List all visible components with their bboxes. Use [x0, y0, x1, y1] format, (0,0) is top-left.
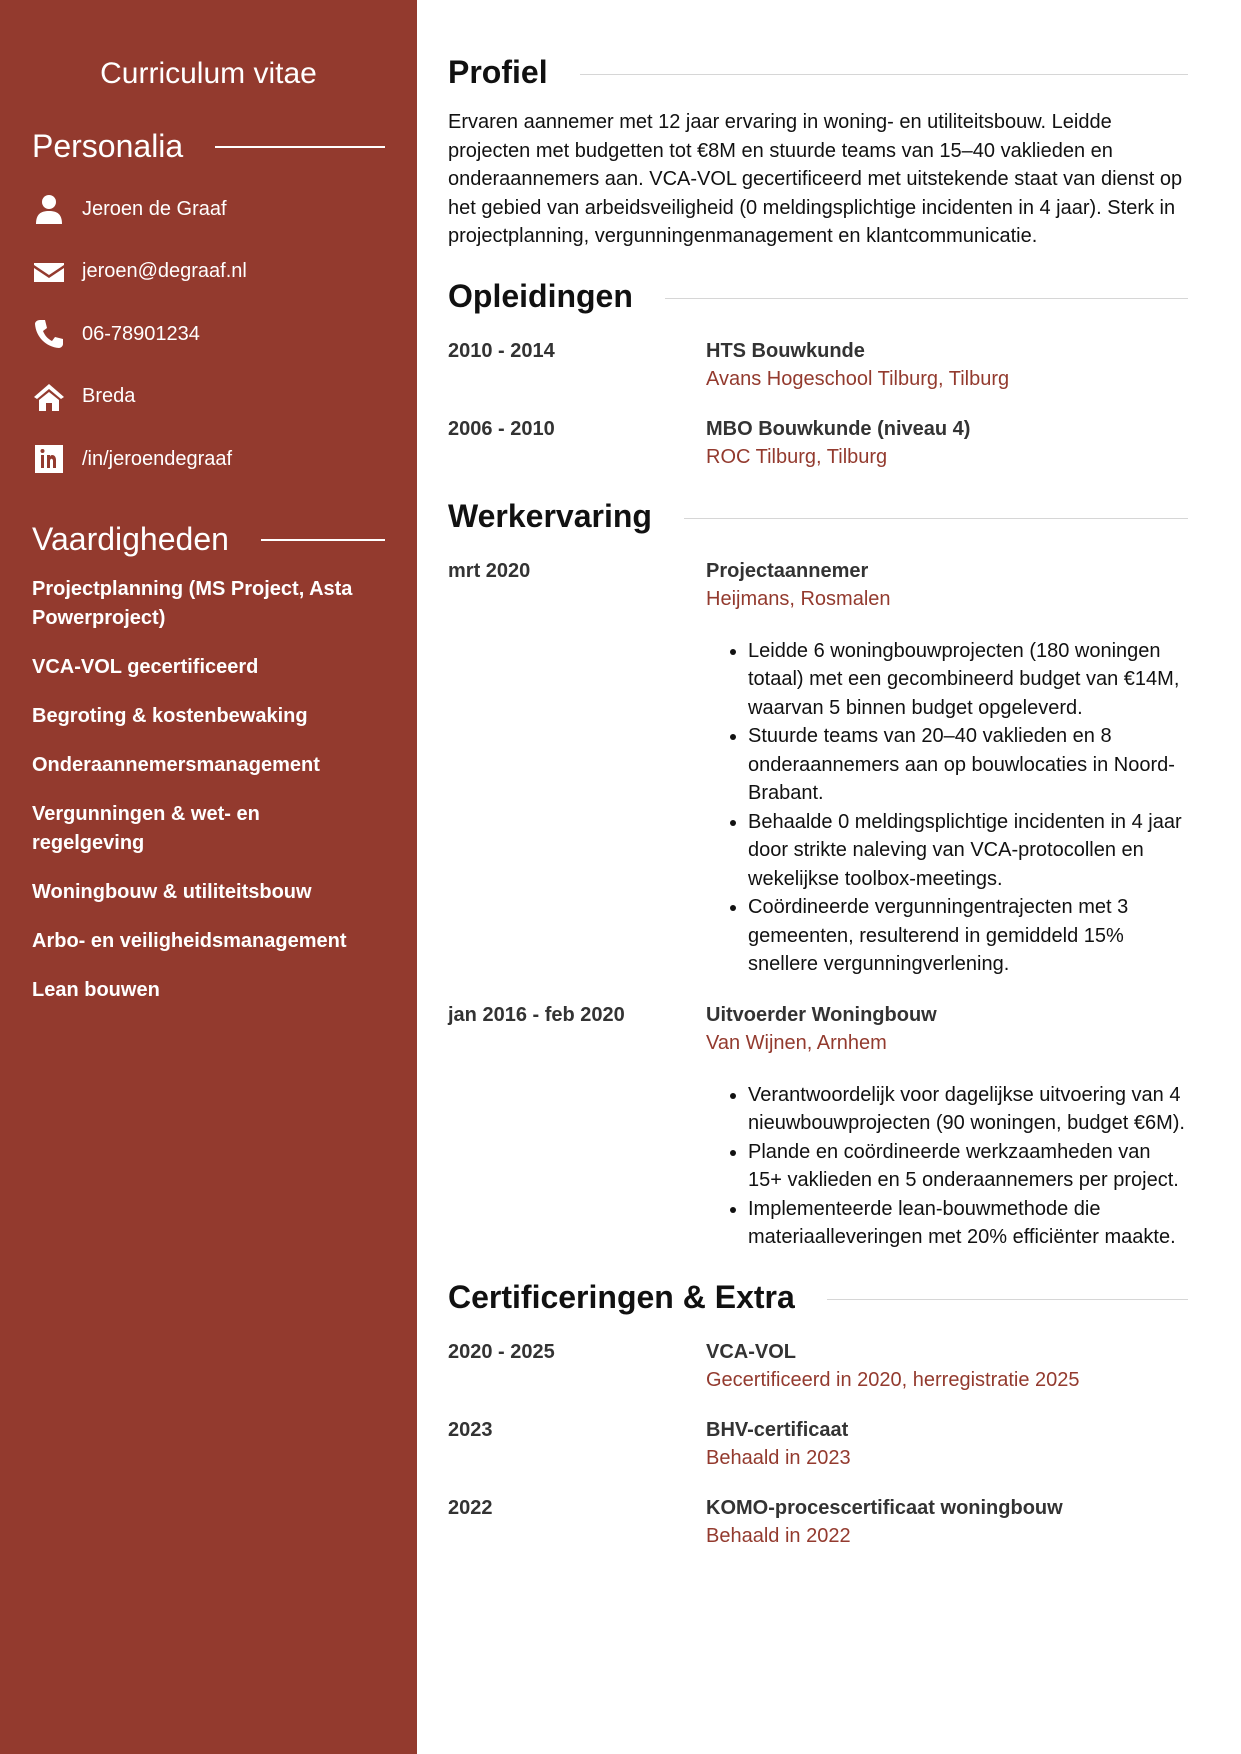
bullet-item: • Behaalde 0 meldingsplichtige incidenten in 4 jaar door strikte naleving van VCA-protocollen en wekelijkse toolbox-meetings.	[748, 808, 1188, 894]
contact-email[interactable]	[32, 241, 385, 304]
personalia-heading	[32, 126, 385, 166]
skill-item: Projectplanning (MS Project, Asta Powerproject)	[32, 577, 353, 629]
contact-name	[32, 178, 385, 241]
entry-date: jan 2016 - feb 2020	[448, 1003, 625, 1026]
heading-divider	[261, 539, 385, 541]
profile-text: Ervaren aannemer met 12 jaar ervaring in woning- en utiliteitsbouw. Leidde projecten met budgetten tot €8M en stuurde teams van 15–40 vaklieden en onderaannemers aan. VCA-VOL gecertificeerd met uitstekende staat van dienst op het gebied van arbeidsveiligheid (0 meldingsplichtige incidenten in 4 jaar). Sterk in projectplanning, vergunningenmanagement en klantcommunicatie.	[448, 111, 1183, 248]
entry-title: Projectaannemer	[706, 559, 869, 582]
entry-subtitle: Avans Hogeschool Tilburg, Tilburg	[706, 367, 1010, 390]
education-heading	[448, 275, 1188, 319]
contact-city-text: Breda	[82, 385, 136, 408]
entry-date: 2023	[448, 1418, 493, 1441]
heading-divider	[684, 518, 1188, 519]
heading-divider	[215, 146, 385, 148]
cv-title: Curriculum vitae	[100, 57, 317, 90]
bullet-item: • Verantwoordelijk voor dagelijkse uitvoering van 4 nieuwbouwprojecten (90 woningen, budget €6M).	[748, 1081, 1188, 1138]
skill-item: Vergunningen & wet- en regelgeving	[32, 802, 260, 854]
entry-date: 2022	[448, 1496, 493, 1519]
skills-list	[32, 575, 385, 1005]
linkedin-icon	[32, 442, 66, 476]
contact-phone[interactable]	[32, 303, 385, 366]
heading-divider	[580, 74, 1188, 75]
work-heading-label: Werkervaring	[448, 498, 652, 535]
skill-item: Begroting & kostenbewaking	[32, 704, 308, 727]
envelope-icon	[32, 255, 66, 289]
bullet-list	[706, 1081, 1188, 1252]
skills-heading-label: Vaardigheden	[32, 520, 229, 557]
education-heading-label: Opleidingen	[448, 278, 633, 315]
entry-title: Uitvoerder Woningbouw	[706, 1003, 937, 1026]
personalia-heading-label: Personalia	[32, 128, 184, 164]
contact-list	[32, 178, 385, 491]
entry-date: 2020 - 2025	[448, 1340, 555, 1363]
certifications-heading-label: Certificeringen & Extra	[448, 1279, 795, 1316]
profile-heading-label: Profiel	[448, 53, 548, 90]
contact-name-text: Jeroen de Graaf	[82, 197, 227, 220]
entry-title: BHV-certificaat	[706, 1418, 849, 1441]
entry-title: MBO Bouwkunde (niveau 4)	[706, 417, 971, 440]
work-heading	[448, 495, 1188, 539]
bullet-list	[706, 637, 1188, 979]
user-icon	[32, 192, 66, 226]
sidebar	[0, 0, 417, 1754]
bullet-item: • Coördineerde vergunningentrajecten met 3 gemeenten, resulterend in gemiddeld 15% snellere vergunningverlening.	[748, 893, 1188, 979]
entry-date: 2006 - 2010	[448, 417, 555, 440]
bullet-item: • Leidde 6 woningbouwprojecten (180 woningen totaal) met een gecombineerd budget van €14M, waarvan 5 binnen budget opgeleverd.	[748, 637, 1188, 723]
heading-divider	[665, 298, 1188, 299]
entry-subtitle: Van Wijnen, Arnhem	[706, 1031, 887, 1054]
entry-subtitle: Behaald in 2022	[706, 1524, 851, 1547]
skills-heading	[32, 519, 385, 559]
contact-linkedin[interactable]	[32, 428, 385, 491]
entry-title: VCA-VOL	[706, 1340, 796, 1363]
entry-subtitle: Behaald in 2023	[706, 1446, 851, 1469]
skill-item: Lean bouwen	[32, 978, 160, 1001]
certification-entry	[448, 1338, 1188, 1394]
skill-item: Woningbouw & utiliteitsbouw	[32, 880, 312, 903]
entry-date: mrt 2020	[448, 559, 531, 582]
contact-city	[32, 366, 385, 429]
bullet-item: • Plande en coördineerde werkzaamheden van 15+ vaklieden en 5 onderaannemers per project.	[748, 1138, 1188, 1195]
contact-phone-text[interactable]: 06-78901234	[82, 322, 200, 345]
work-entry	[448, 557, 1188, 979]
entry-subtitle: Gecertificeerd in 2020, herregistratie 2025	[706, 1368, 1080, 1391]
skill-item: Onderaannemersmanagement	[32, 753, 320, 776]
skill-item: Arbo- en veiligheidsmanagement	[32, 929, 347, 952]
certifications-heading	[448, 1276, 1188, 1320]
entry-subtitle: ROC Tilburg, Tilburg	[706, 445, 888, 468]
bullet-item: • Stuurde teams van 20–40 vaklieden en 8 onderaannemers aan op bouwlocaties in Noord-Brabant.	[748, 722, 1188, 808]
skill-item: VCA-VOL gecertificeerd	[32, 655, 259, 678]
work-entry	[448, 1001, 1188, 1252]
profile-heading	[448, 50, 1188, 94]
main-content	[448, 0, 1188, 1550]
education-entry	[448, 415, 1188, 471]
entry-date: 2010 - 2014	[448, 339, 555, 362]
entry-subtitle: Heijmans, Rosmalen	[706, 587, 891, 610]
education-entry	[448, 337, 1188, 393]
certification-entry	[448, 1494, 1188, 1550]
entry-title: KOMO-procescertificaat woningbouw	[706, 1496, 1063, 1519]
phone-icon	[32, 317, 66, 351]
certification-entry	[448, 1416, 1188, 1472]
bullet-item: • Implementeerde lean-bouwmethode die materiaalleveringen met 20% efficiënter maakte.	[748, 1195, 1188, 1252]
entry-title: HTS Bouwkunde	[706, 339, 865, 362]
contact-email-text[interactable]: jeroen@degraaf.nl	[82, 260, 247, 283]
heading-divider	[827, 1299, 1188, 1300]
home-icon	[32, 380, 66, 414]
contact-linkedin-text[interactable]: /in/jeroendegraaf	[82, 447, 233, 470]
